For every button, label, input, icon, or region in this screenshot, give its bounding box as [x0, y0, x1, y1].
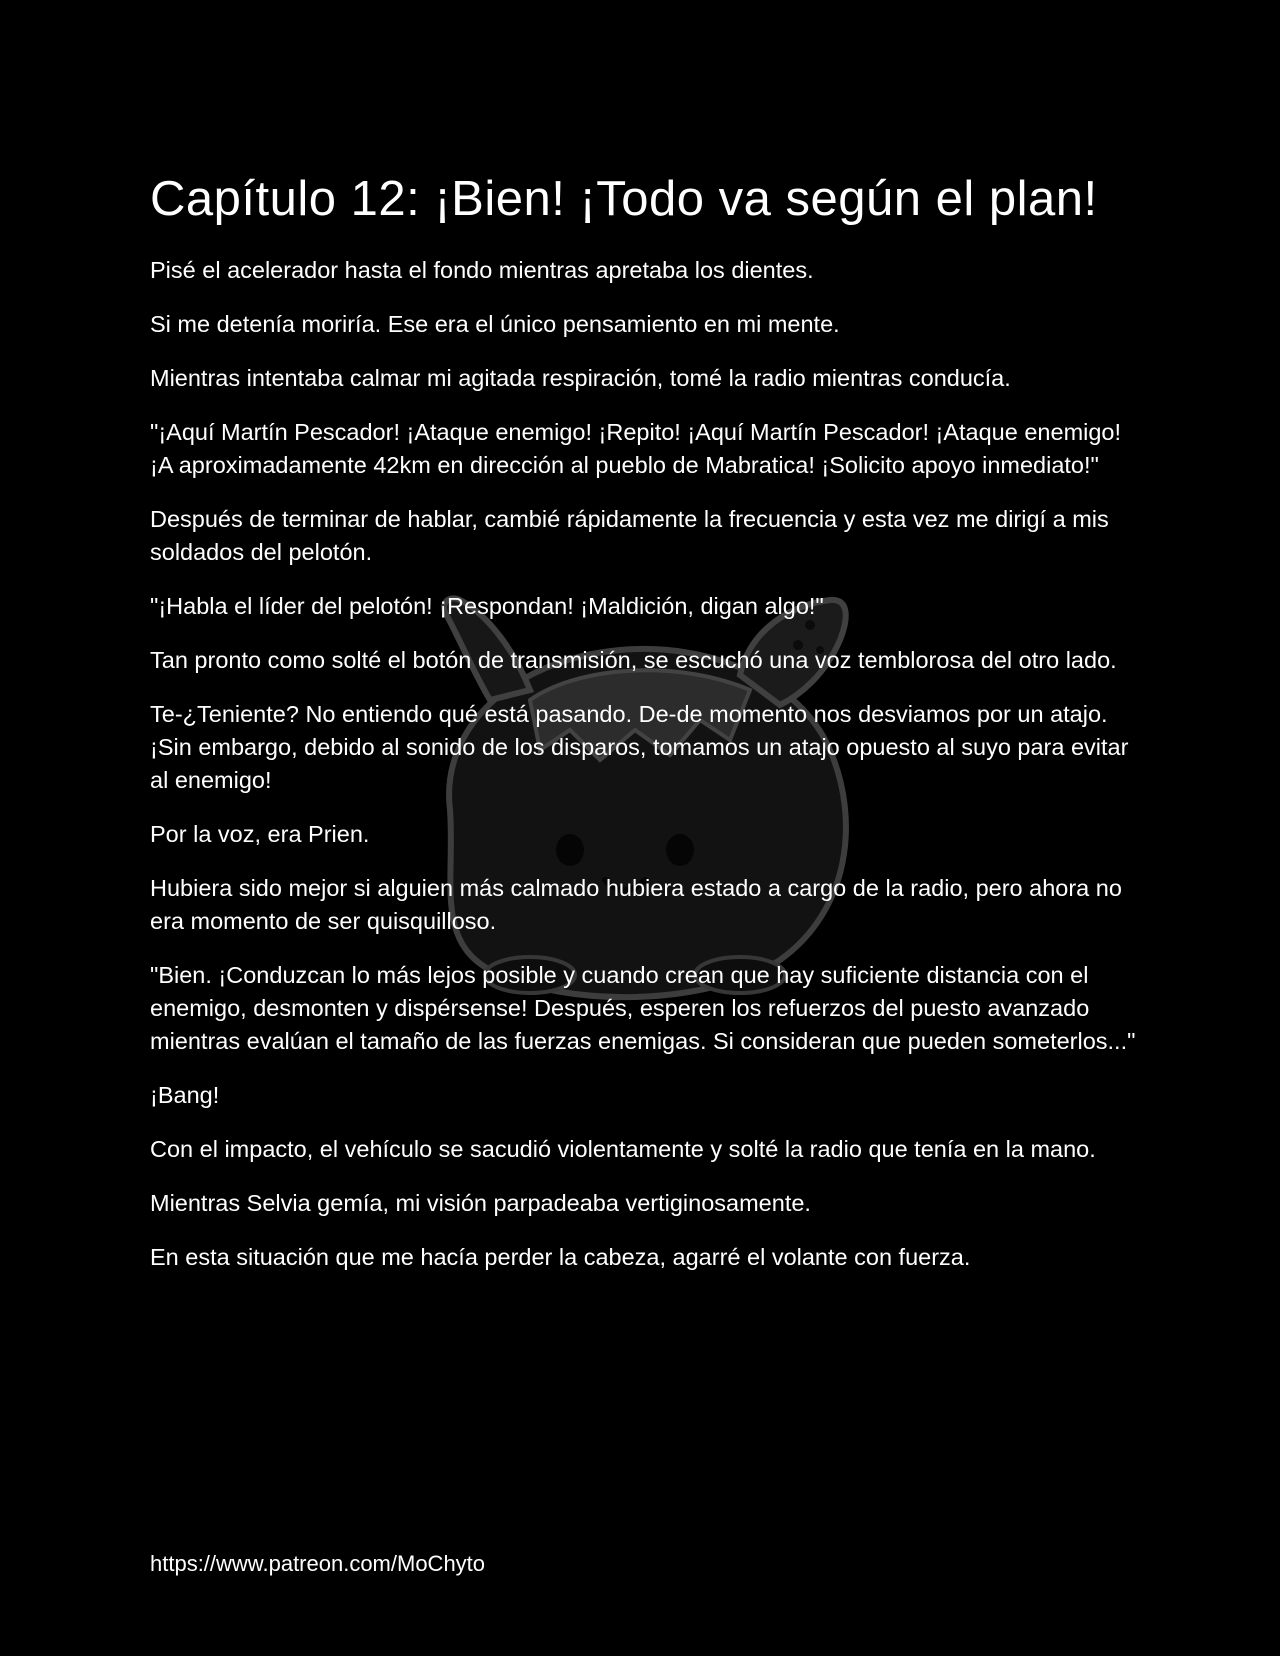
- paragraph: Si me detenía moriría. Ese era el único pensamiento en mi mente.: [150, 311, 840, 337]
- chapter-content: [150, 166, 1140, 1295]
- chapter-title: Capítulo 12: ¡Bien! ¡Todo va según el plan!: [150, 172, 1098, 226]
- paragraph: Después de terminar de hablar, cambié rápidamente la frecuencia y esta vez me dirigí a mis soldados del pelotón.: [150, 506, 1109, 565]
- patreon-link[interactable]: https://www.patreon.com/MoChyto: [150, 1551, 486, 1576]
- paragraph: Hubiera sido mejor si alguien más calmado hubiera estado a cargo de la radio, pero ahora no era momento de ser quisquilloso.: [150, 875, 1122, 934]
- paragraph: Te-¿Teniente? No entiendo qué está pasando. De-de momento nos desviamos por un atajo. ¡Sin embargo, debido al sonido de los disparos, tomamos un atajo opuesto al suyo para evitar al enemigo!: [150, 701, 1129, 793]
- paragraph: En esta situación que me hacía perder la cabeza, agarré el volante con fuerza.: [150, 1244, 971, 1270]
- paragraph: Con el impacto, el vehículo se sacudió violentamente y solté la radio que tenía en la mano.: [150, 1136, 1096, 1162]
- paragraph: Pisé el acelerador hasta el fondo mientras apretaba los dientes.: [150, 257, 814, 283]
- paragraph: Mientras Selvia gemía, mi visión parpadeaba vertiginosamente.: [150, 1190, 811, 1216]
- paragraph: ¡Bang!: [150, 1082, 220, 1108]
- paragraph: Mientras intentaba calmar mi agitada respiración, tomé la radio mientras conducía.: [150, 365, 1011, 391]
- paragraph: Por la voz, era Prien.: [150, 821, 370, 847]
- paragraph: "¡Habla el líder del pelotón! ¡Respondan! ¡Maldición, digan algo!": [150, 593, 824, 619]
- paragraph: "Bien. ¡Conduzcan lo más lejos posible y cuando crean que hay suficiente distancia con el enemigo, desmonten y dispérsense! Después, esperen los refuerzos del puesto avanzado mientras evalúan el tamaño de las fuerzas enemigas. Si consideran que pueden someterlos...": [150, 962, 1136, 1054]
- paragraph: "¡Aquí Martín Pescador! ¡Ataque enemigo! ¡Repito! ¡Aquí Martín Pescador! ¡Ataque enemigo! ¡A aproximadamente 42km en dirección al pueblo de Mabratica! ¡Solicito apoyo inmediato!": [150, 419, 1122, 478]
- paragraph: Tan pronto como solté el botón de transmisión, se escuchó una voz temblorosa del otro lado.: [150, 647, 1117, 673]
